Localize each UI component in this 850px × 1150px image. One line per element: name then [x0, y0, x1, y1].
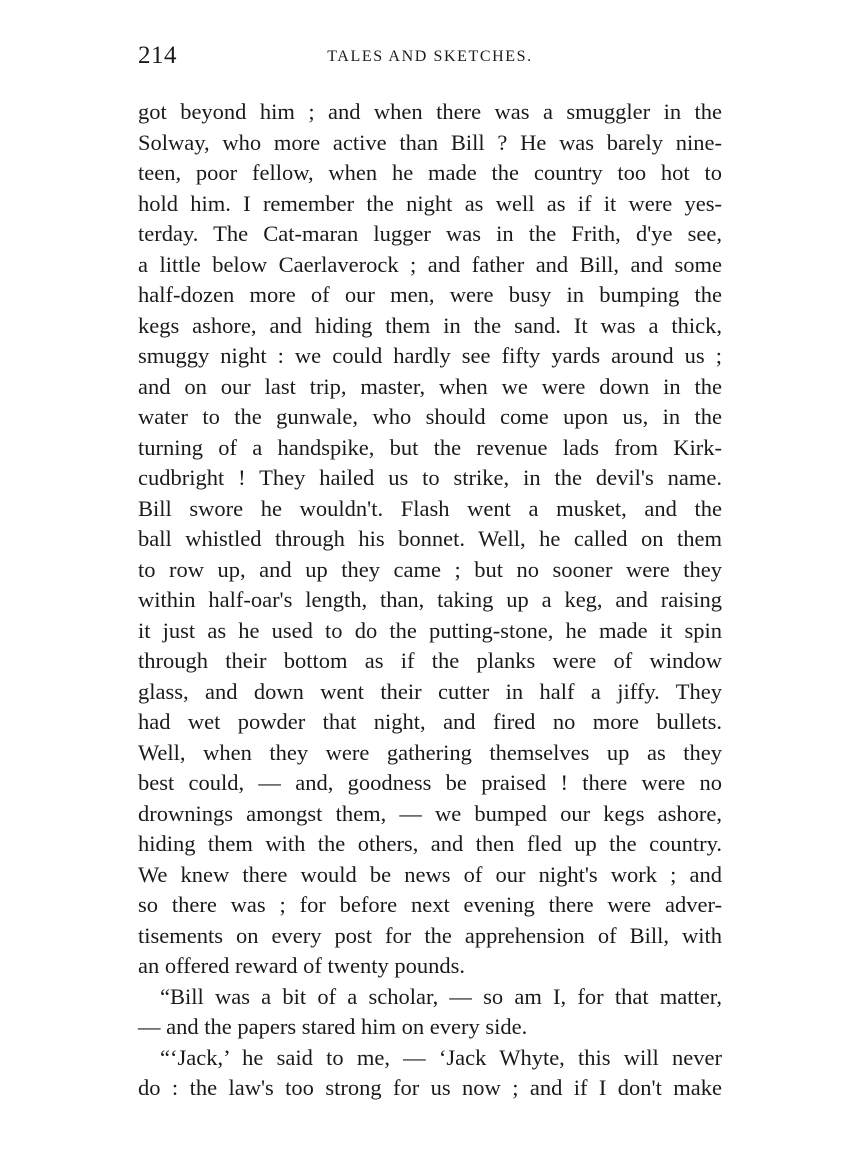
text-line: hold him. I remember the night as well as if it were yes- [138, 190, 722, 216]
text-line: — and the papers stared him on every side. [138, 1014, 528, 1039]
text-line: it just as he used to do the putting-stone, he made it spin [138, 617, 722, 643]
text-line: so there was ; for before next evening there were adver- [138, 892, 722, 917]
running-title: TALES AND SKETCHES. [327, 48, 533, 65]
text-line: best could, — and, goodness be praised ! there were no [138, 770, 722, 795]
text-line: got beyond him ; and when there was a smuggler in the [138, 99, 722, 124]
text-line: water to the gunwale, who should come upon us, in the [138, 404, 722, 429]
text-line: to row up, and up they came ; but no sooner were they [138, 556, 722, 582]
body-text [138, 97, 722, 1104]
text-line: ball whistled through his bonnet. Well, he called on them [138, 526, 722, 551]
text-line: cudbright ! They hailed us to strike, in the devil's name. [138, 465, 722, 490]
text-line: kegs ashore, and hiding them in the sand. It was a thick, [138, 312, 722, 338]
text-line: tisements on every post for the apprehension of Bill, with [138, 922, 722, 948]
text-line: half-dozen more of our men, were busy in bumping the [138, 282, 722, 307]
text-line: Well, when they were gathering themselves up as they [138, 739, 722, 765]
text-line: through their bottom as if the planks were of window [138, 648, 722, 673]
text-line: “Bill was a bit of a scholar, — so am I, for that matter, [160, 983, 722, 1009]
text-line: a little below Caerlaverock ; and father and Bill, and some [138, 251, 722, 277]
text-line: Solway, who more active than Bill ? He was barely nine- [138, 129, 722, 155]
text-line: smuggy night : we could hardly see fifty yards around us ; [138, 343, 722, 368]
text-line: We knew there would be news of our night's work ; and [138, 861, 722, 887]
running-head [138, 42, 722, 76]
text-line: turning of a handspike, but the revenue lads from Kirk- [138, 434, 722, 460]
text-line: had wet powder that night, and fired no more bullets. [138, 709, 722, 734]
text-line: Bill swore he wouldn't. Flash went a musket, and the [138, 495, 722, 521]
text-line: teen, poor fellow, when he made the country too hot to [138, 160, 722, 185]
page-number: 214 [138, 42, 177, 69]
text-line: glass, and down went their cutter in half a jiffy. They [138, 678, 722, 704]
text-line: do : the law's too strong for us now ; and if I don't make [138, 1075, 722, 1100]
text-line: “‘Jack,’ he said to me, — ‘Jack Whyte, this will never [160, 1044, 722, 1070]
text-line: terday. The Cat-maran lugger was in the Frith, d'ye see, [138, 221, 722, 246]
text-line: and on our last trip, master, when we were down in the [138, 373, 722, 399]
text-line: hiding them with the others, and then fled up the country. [138, 831, 722, 856]
text-line: within half-oar's length, than, taking up a keg, and raising [138, 587, 722, 612]
text-line: an offered reward of twenty pounds. [138, 953, 465, 978]
text-line: drownings amongst them, — we bumped our kegs ashore, [138, 800, 722, 826]
